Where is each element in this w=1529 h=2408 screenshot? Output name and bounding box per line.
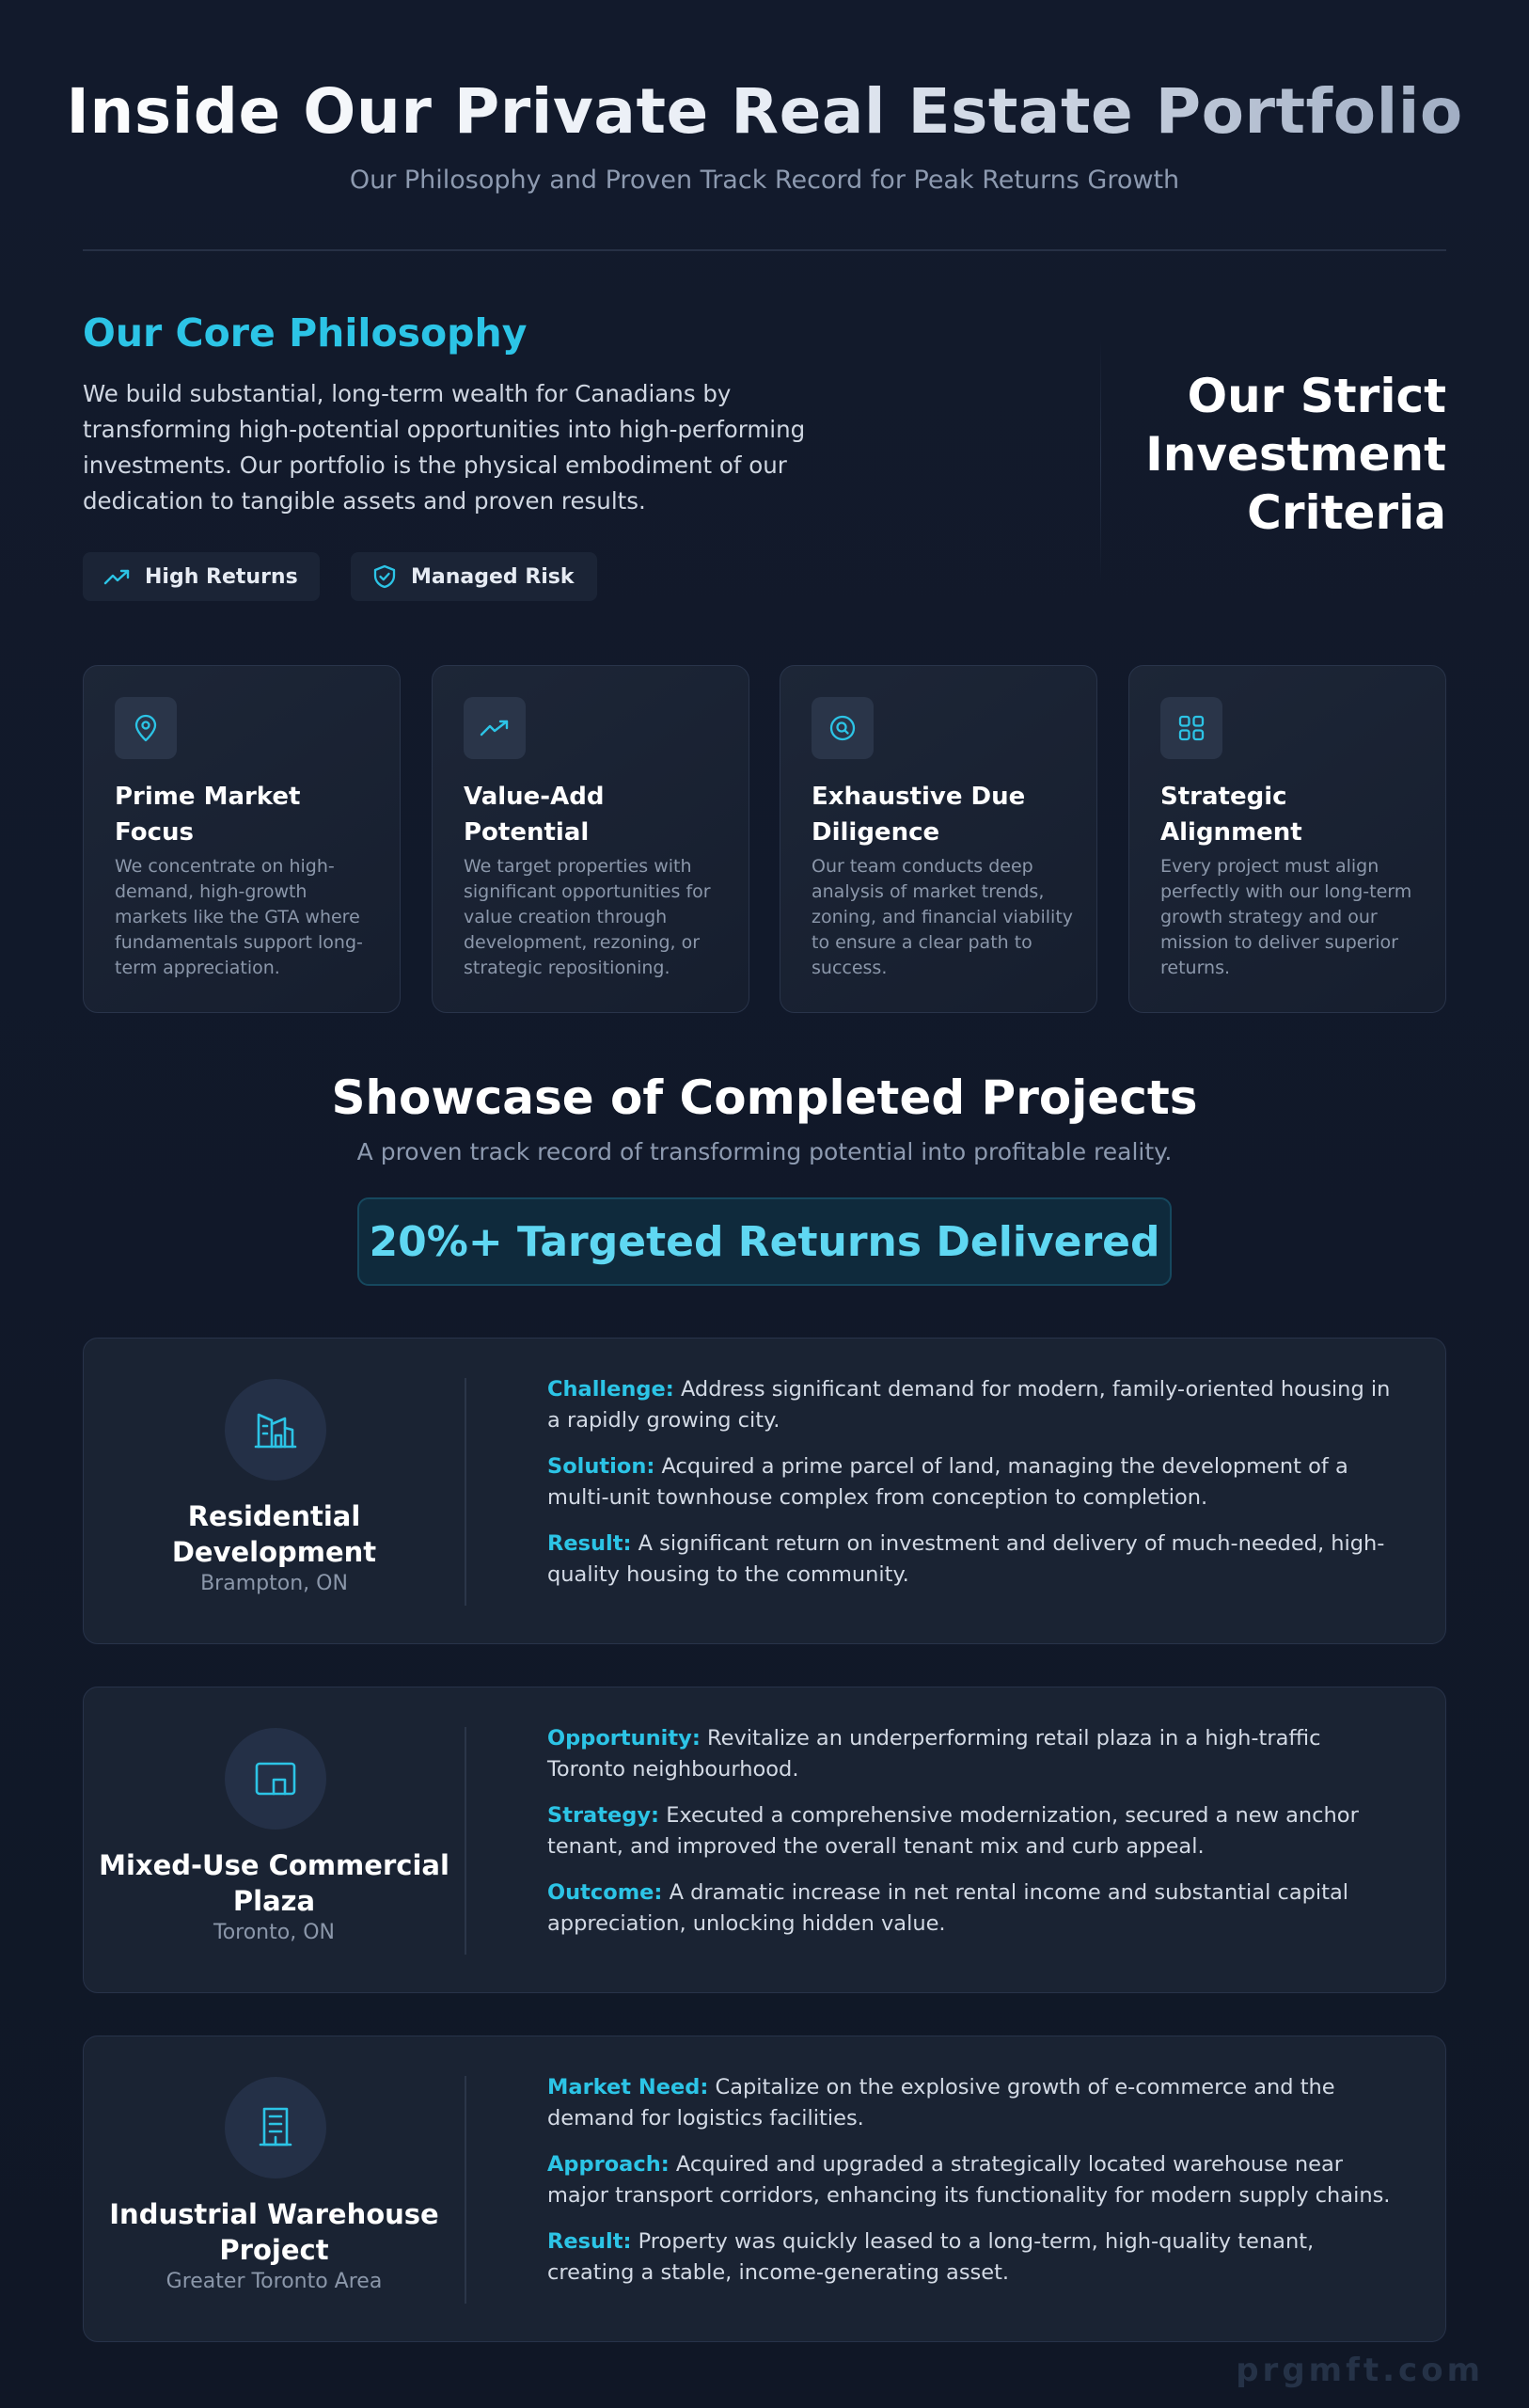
search-circle-icon bbox=[828, 713, 858, 743]
watermark: prgmft.com bbox=[1236, 2352, 1484, 2389]
criteria-card-value-add bbox=[432, 665, 749, 1013]
detail-text: A significant return on investment and delivery of much-needed, high-quality housing to the community. bbox=[547, 1531, 1385, 1587]
detail-label: Result: bbox=[547, 2229, 632, 2254]
detail-label: Opportunity: bbox=[547, 1726, 701, 1751]
project-detail bbox=[547, 2226, 1398, 2289]
card-title: Strategic Alignment bbox=[1160, 783, 1302, 847]
detail-label: Approach: bbox=[547, 2152, 670, 2177]
project-details bbox=[547, 1374, 1398, 1606]
project-location: Toronto, ON bbox=[213, 1921, 335, 1944]
criteria-title: Our Strict Investment Criteria bbox=[1145, 369, 1446, 540]
card-text: Every project must align perfectly with our long-term growth strategy and our mission to deliver superior returns. bbox=[1160, 856, 1412, 978]
page-title: Inside Our Private Real Estate Portfolio bbox=[0, 75, 1529, 148]
project-icon-wrap bbox=[225, 2077, 326, 2178]
project-details bbox=[547, 1723, 1398, 1955]
project-detail bbox=[547, 1451, 1398, 1513]
trending-up-icon bbox=[479, 716, 511, 740]
philosophy-divider bbox=[1100, 339, 1101, 581]
managed-risk-pill bbox=[351, 552, 597, 601]
criteria-card-prime-market bbox=[83, 665, 401, 1013]
card-title: Value-Add Potential bbox=[464, 783, 605, 847]
card-text: We target properties with significant opportunities for value creation through development, rezoning, or strategic repositioning. bbox=[464, 856, 711, 978]
project-card-residential bbox=[83, 1338, 1446, 1644]
project-detail bbox=[547, 2072, 1398, 2134]
detail-text: Capitalize on the explosive growth of e-commerce and the demand for logistics facilities. bbox=[547, 2075, 1335, 2131]
detail-text: Property was quickly leased to a long-term, high-quality tenant, creating a stable, income-generating asset. bbox=[547, 2229, 1315, 2285]
criteria-card-due-diligence bbox=[780, 665, 1097, 1013]
detail-text: Acquired a prime parcel of land, managing the development of a multi-unit townhouse complex from conception to completion. bbox=[547, 1454, 1348, 1510]
card-text: We concentrate on high-demand, high-growth markets like the GTA where fundamentals support long-term appreciation. bbox=[115, 856, 363, 978]
project-details bbox=[547, 2072, 1398, 2304]
project-detail bbox=[547, 1723, 1398, 1785]
project-location: Greater Toronto Area bbox=[166, 2270, 383, 2293]
showcase-title: Showcase of Completed Projects bbox=[331, 1070, 1198, 1125]
warehouse-icon bbox=[251, 2103, 300, 2152]
detail-text: Revitalize an underperforming retail plaza in a high-traffic Toronto neighbourhood. bbox=[547, 1726, 1321, 1782]
detail-label: Solution: bbox=[547, 1454, 655, 1479]
pill-label: Managed Risk bbox=[411, 564, 575, 589]
project-detail bbox=[547, 1800, 1398, 1862]
map-pin-icon bbox=[131, 713, 161, 743]
project-icon-wrap bbox=[225, 1728, 326, 1830]
detail-label: Strategy: bbox=[547, 1803, 660, 1828]
project-icon-wrap bbox=[225, 1379, 326, 1481]
project-name: Mixed-Use Commercial Plaza bbox=[99, 1849, 449, 1917]
card-icon-wrap bbox=[464, 697, 526, 759]
project-name: Residential Development bbox=[171, 1500, 377, 1568]
shield-check-icon bbox=[371, 563, 398, 590]
detail-text: Executed a comprehensive modernization, secured a new anchor tenant, and improved the overall tenant mix and curb appeal. bbox=[547, 1803, 1359, 1859]
detail-text: Address significant demand for modern, family-oriented housing in a rapidly growing city. bbox=[547, 1377, 1391, 1433]
grid-icon bbox=[1176, 713, 1206, 743]
criteria-card-strategic-alignment bbox=[1128, 665, 1446, 1013]
card-text: Our team conducts deep analysis of market trends, zoning, and financial viability to ensure a clear path to success. bbox=[812, 856, 1074, 978]
card-title: Prime Market Focus bbox=[115, 783, 301, 847]
card-icon-wrap bbox=[115, 697, 177, 759]
philosophy-text: We build substantial, long-term wealth for Canadians by transforming high-potential opportunities into high-performing investments. Our portfolio is the physical embodiment of our dedication to tangible assets and proven results. bbox=[83, 380, 806, 515]
detail-label: Market Need: bbox=[547, 2075, 709, 2099]
project-divider bbox=[465, 1727, 466, 1955]
high-returns-pill bbox=[83, 552, 320, 601]
project-location: Brampton, ON bbox=[200, 1572, 348, 1595]
detail-text: A dramatic increase in net rental income and substantial capital appreciation, unlocking hidden value. bbox=[547, 1880, 1349, 1936]
page-subtitle: Our Philosophy and Proven Track Record for Peak Returns Growth bbox=[349, 166, 1180, 195]
pill-label: High Returns bbox=[145, 564, 298, 589]
detail-label: Outcome: bbox=[547, 1880, 663, 1905]
project-card-commercial-plaza bbox=[83, 1687, 1446, 1993]
card-title: Exhaustive Due Diligence bbox=[812, 783, 1026, 847]
detail-label: Challenge: bbox=[547, 1377, 674, 1402]
detail-label: Result: bbox=[547, 1531, 632, 1556]
project-summary bbox=[84, 1687, 465, 1992]
project-detail bbox=[547, 1529, 1398, 1591]
philosophy-title: Our Core Philosophy bbox=[83, 310, 528, 356]
project-card-industrial-warehouse bbox=[83, 2036, 1446, 2342]
residential-building-icon bbox=[251, 1405, 300, 1454]
header-divider bbox=[83, 249, 1446, 251]
project-summary bbox=[84, 2036, 465, 2341]
showcase-subtitle: A proven track record of transforming potential into profitable reality. bbox=[356, 1138, 1173, 1165]
returns-banner: 20%+ Targeted Returns Delivered bbox=[357, 1197, 1172, 1286]
project-detail bbox=[547, 1374, 1398, 1436]
project-name: Industrial Warehouse Project bbox=[109, 2198, 439, 2266]
trending-up-icon bbox=[103, 565, 132, 588]
project-summary bbox=[84, 1339, 465, 1643]
project-divider bbox=[465, 1378, 466, 1606]
project-detail bbox=[547, 1877, 1398, 1940]
detail-text: Acquired and upgraded a strategically located warehouse near major transport corridors, enhancing its functionality for modern supply chains. bbox=[547, 2152, 1391, 2208]
project-detail bbox=[547, 2149, 1398, 2211]
card-icon-wrap bbox=[812, 697, 874, 759]
storefront-icon bbox=[251, 1754, 300, 1803]
card-icon-wrap bbox=[1160, 697, 1222, 759]
project-divider bbox=[465, 2076, 466, 2304]
